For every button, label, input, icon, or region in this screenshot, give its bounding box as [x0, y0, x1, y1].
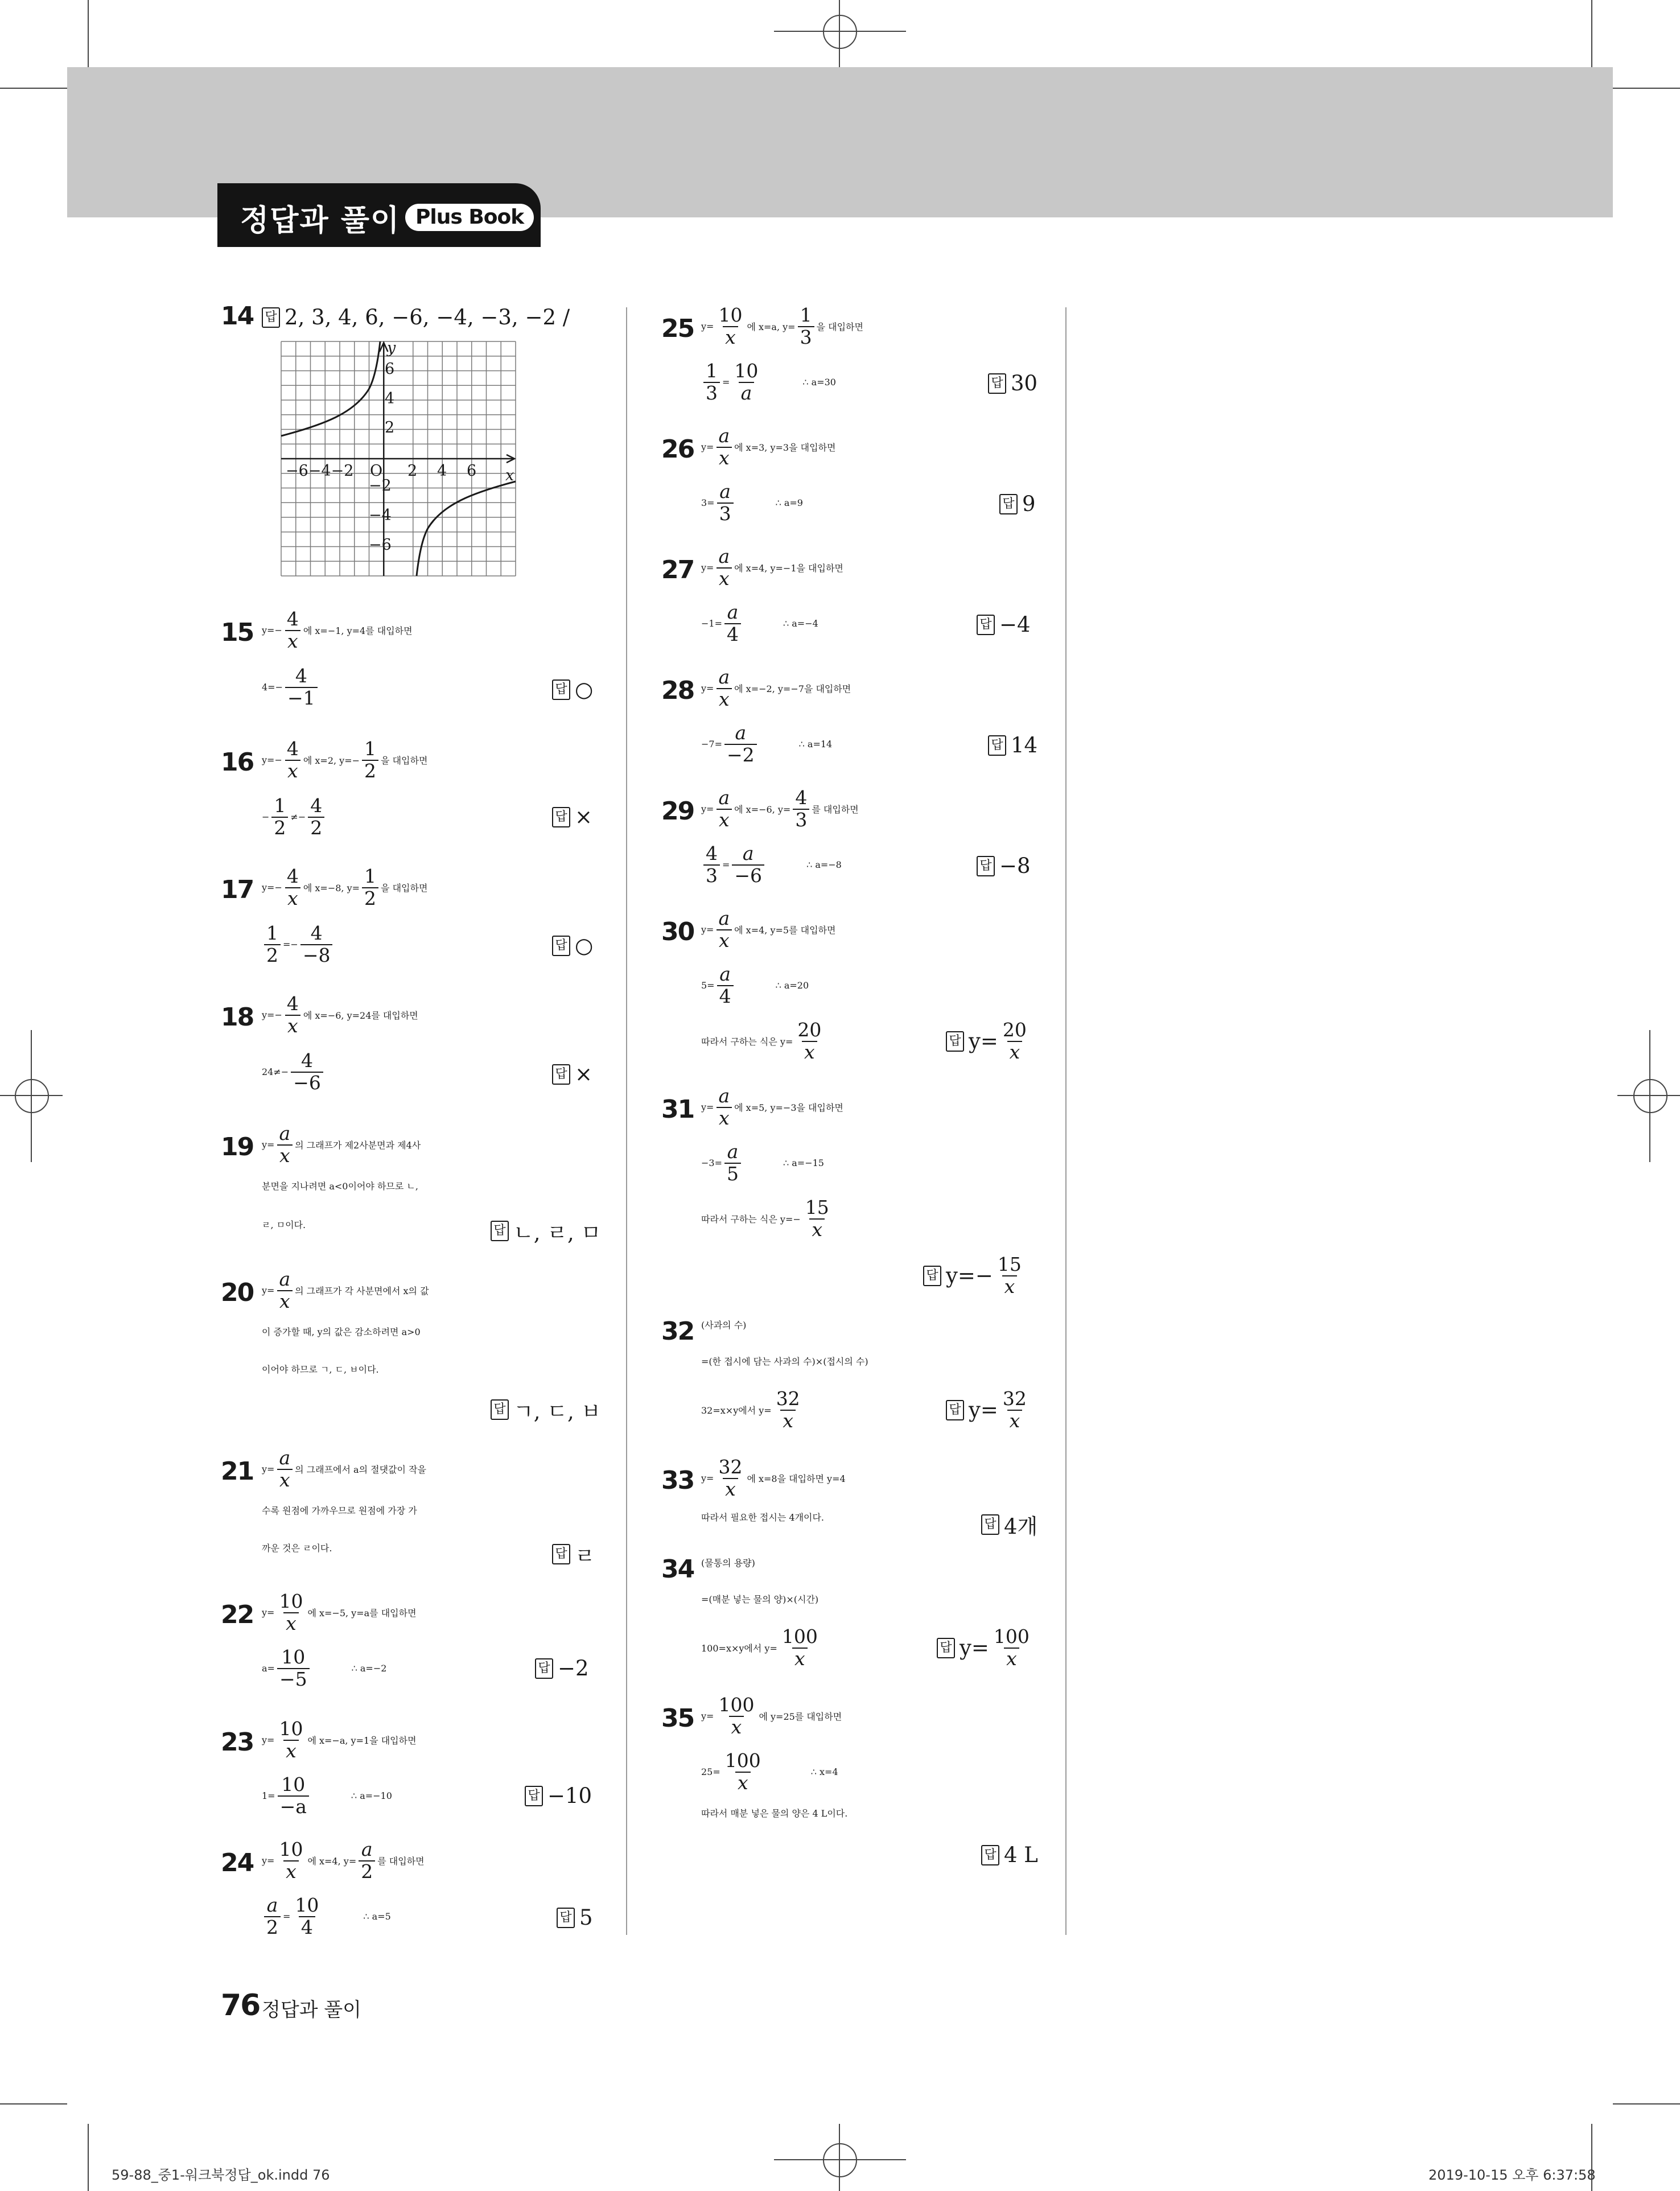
fraction: $\frac{4}{-8}$ — [300, 923, 333, 966]
solution-line: 수록 원점에 가까우므로 원점에 가장 가 — [262, 1505, 417, 1516]
fraction: $\frac{1}{2}$ — [264, 923, 281, 966]
solution-line: −7= $\frac{a}{-2}$ ∴ a=14 — [701, 722, 833, 766]
solution-line: $\frac{1}{2}$ =− $\frac{4}{-8}$ — [262, 923, 335, 966]
answer-icon — [946, 1031, 964, 1052]
solution-line: 100=x×y에서 y= $\frac{100}{x}$ — [701, 1626, 822, 1670]
answer-icon — [552, 936, 570, 956]
fraction: $\frac{a}{x}$ — [716, 667, 732, 710]
answer-icon — [946, 1400, 964, 1420]
solution-line: 따라서 구하는 식은 y= $\frac{20}{x}$ — [701, 1020, 826, 1063]
fraction: $\frac{4}{-1}$ — [285, 666, 318, 709]
fraction: $\frac{1}{2}$ — [271, 796, 288, 839]
crop-mark — [88, 0, 89, 67]
solution-line: y= $\frac{a}{x}$ 의 그래프가 각 사분면에서 x의 값 — [262, 1268, 429, 1312]
solution-line: (사과의 수) — [701, 1320, 747, 1331]
solution-line: 이 증가할 때, y의 값은 감소하려면 a>0 — [262, 1327, 421, 1337]
registration-line — [1617, 1095, 1680, 1096]
problem-number: 32 — [661, 1317, 694, 1346]
registration-mark-icon — [1633, 1079, 1667, 1113]
fraction: $\frac{a}{x}$ — [716, 908, 732, 952]
fraction: $\frac{100}{x}$ — [781, 1625, 818, 1670]
x-tick-label: 2 — [407, 462, 418, 480]
fraction: $\frac{10}{x}$ — [279, 1838, 303, 1883]
answer-line: 답 × — [552, 805, 592, 829]
solution-line: 24≠− $\frac{4}{-6}$ — [262, 1051, 326, 1094]
y-tick-label: −4 — [369, 506, 392, 524]
answer-line: 답 ㄹ — [552, 1539, 595, 1570]
fraction: $\frac{a}{x}$ — [716, 788, 732, 831]
solution-line: y= $\frac{a}{x}$ 에 x=−6, y= $\frac{4}{3}$ 를 대입하면 — [701, 786, 859, 831]
registration-line — [774, 31, 906, 32]
answer-line: 답 30 — [988, 371, 1037, 396]
solution-line: y= $\frac{10}{x}$ 에 x=−a, y=1을 대입하면 — [262, 1718, 417, 1762]
solution-line: y= $\frac{a}{x}$ 에 x=−2, y=−7을 대입하면 — [701, 666, 851, 710]
fraction: $\frac{10}{x}$ — [279, 1590, 303, 1634]
fraction: $\frac{a}{3}$ — [717, 481, 734, 525]
y-tick-label: −2 — [369, 477, 392, 495]
answer-line: 답 2, 3, 4, 6, −6, −4, −3, −2 / — [262, 305, 570, 330]
solution-line: (물통의 용량) — [701, 1558, 755, 1568]
answer-icon — [552, 1064, 570, 1085]
registration-line — [839, 0, 840, 67]
fraction: $\frac{a}{-2}$ — [724, 723, 757, 766]
registration-line — [839, 2124, 840, 2191]
answer-icon — [981, 1514, 999, 1535]
problem-number: 27 — [661, 555, 694, 584]
answer-line: 답 ㄱ, ㄷ, ㅂ — [491, 1394, 601, 1425]
y-tick-label: −6 — [369, 536, 392, 554]
solution-line: y= $\frac{10}{x}$ 에 x=a, y= $\frac{1}{3}$ 을 대입하면 — [701, 304, 863, 348]
fraction: $\frac{100}{x}$ — [718, 1694, 755, 1738]
column-divider — [1065, 307, 1067, 1935]
fraction: $\frac{10}{x}$ — [718, 304, 743, 348]
solution-line: a= $\frac{10}{-5}$ ∴ a=−2 — [262, 1646, 387, 1690]
fraction: $\frac{a}{x}$ — [277, 1448, 293, 1491]
solution-line: 까운 것은 ㄹ이다. — [262, 1543, 332, 1554]
answer-icon — [981, 1845, 999, 1865]
solution-line: 3= $\frac{a}{3}$ ∴ a=9 — [701, 480, 803, 525]
answer-icon — [552, 1544, 570, 1564]
answer-icon — [491, 1399, 509, 1420]
page-number: 76 — [221, 1988, 260, 2023]
problem-number: 22 — [221, 1600, 254, 1629]
solution-line: y= $\frac{a}{x}$ 에 x=4, y=5를 대입하면 — [701, 907, 836, 952]
fraction: $\frac{4}{x}$ — [285, 994, 301, 1037]
problem-number: 18 — [221, 1003, 254, 1032]
solution-line: 따라서 매분 넣은 물의 양은 4 L이다. — [701, 1808, 848, 1819]
footer-label: 정답과 풀이 — [262, 1999, 362, 2021]
fraction: $\frac{4}{3}$ — [793, 788, 809, 831]
problem-number: 14 — [221, 302, 254, 331]
fraction: $\frac{1}{2}$ — [362, 866, 378, 909]
fraction: $\frac{1}{3}$ — [703, 361, 720, 404]
answer-line: 답 −4 — [977, 612, 1031, 637]
answer-icon — [977, 615, 995, 635]
solution-line: y=− $\frac{4}{x}$ 에 x=2, y=− $\frac{1}{2}$ 을 대입하면 — [262, 738, 428, 782]
solution-line: y= $\frac{a}{x}$ 에 x=5, y=−3을 대입하면 — [701, 1085, 843, 1129]
solution-line: $\frac{a}{2}$ = $\frac{10}{4}$ ∴ a=5 — [262, 1895, 391, 1938]
fraction: $\frac{a}{x}$ — [716, 546, 732, 590]
slug-filename: 59-88_중1-워크북정답_ok.indd 76 — [112, 2167, 330, 2183]
answer-line: 답 × — [552, 1062, 592, 1086]
solution-line: =(한 접시에 담는 사과의 수)×(접시의 수) — [701, 1356, 868, 1367]
answer-line: 답 y= $\frac{100}{x}$ — [937, 1626, 1034, 1670]
answer-line: 답 ○ — [552, 677, 593, 702]
x-tick-label: 4 — [437, 462, 447, 480]
crop-mark — [88, 2124, 89, 2191]
registration-line — [1649, 1030, 1650, 1162]
solution-line: 1= $\frac{10}{-a}$ ∴ a=−10 — [262, 1773, 392, 1818]
solution-line: 따라서 구하는 식은 y=− $\frac{15}{x}$ — [701, 1197, 834, 1241]
answer-line: 답 y= $\frac{32}{x}$ — [946, 1389, 1031, 1432]
fraction: $\frac{a}{2}$ — [359, 1839, 375, 1883]
answer-icon — [988, 735, 1006, 756]
problem-number: 29 — [661, 797, 694, 826]
problem-number: 15 — [221, 618, 254, 647]
answer-line: 답 −10 — [525, 1784, 592, 1808]
solution-line: 4=− $\frac{4}{-1}$ — [262, 666, 320, 709]
crop-mark — [1613, 2103, 1680, 2104]
fraction: $\frac{15}{x}$ — [997, 1253, 1022, 1298]
solution-line: y= $\frac{32}{x}$ 에 x=8을 대입하면 y=4 — [701, 1456, 846, 1500]
fraction: $\frac{20}{x}$ — [797, 1019, 822, 1063]
origin-label: O — [370, 462, 383, 480]
problem-number: 23 — [221, 1728, 254, 1757]
answer-icon — [262, 307, 280, 328]
solution-line: 이어야 하므로 ㄱ, ㄷ, ㅂ이다. — [262, 1364, 379, 1375]
fraction: $\frac{4}{x}$ — [285, 739, 301, 782]
solution-line: $\frac{4}{3}$ = $\frac{a}{-6}$ ∴ a=−8 — [701, 843, 842, 887]
solution-line: y=− $\frac{4}{x}$ 에 x=−6, y=24를 대입하면 — [262, 992, 418, 1037]
registration-mark-icon — [15, 1079, 49, 1113]
solution-line: =(매분 넣는 물의 양)×(시간) — [701, 1594, 819, 1605]
graph-axes — [281, 343, 514, 576]
problem-number: 19 — [221, 1132, 254, 1162]
fraction: $\frac{4}{3}$ — [703, 843, 720, 887]
problem-number: 34 — [661, 1555, 694, 1584]
answer-line: 답 y=− $\frac{15}{x}$ — [923, 1254, 1026, 1298]
fraction: $\frac{100}{x}$ — [993, 1625, 1030, 1670]
fraction: $\frac{10}{-5}$ — [277, 1647, 310, 1690]
registration-mark-icon — [823, 2143, 857, 2177]
column-divider — [626, 307, 627, 1935]
answer-icon — [937, 1638, 955, 1658]
fraction: $\frac{100}{x}$ — [724, 1749, 761, 1794]
problem-number: 24 — [221, 1848, 254, 1877]
solution-line: y=− $\frac{4}{x}$ 에 x=−8, y= $\frac{1}{2}$ 을 대입하면 — [262, 865, 428, 909]
answer-icon — [535, 1658, 553, 1679]
registration-line — [774, 2159, 906, 2160]
registration-mark-icon — [823, 15, 857, 49]
fraction: $\frac{10}{a}$ — [734, 360, 759, 404]
crop-mark — [0, 2103, 67, 2104]
answer-icon — [999, 494, 1018, 514]
answer-icon — [525, 1786, 543, 1806]
solution-line: y= $\frac{a}{x}$ 의 그래프에서 a의 절댓값이 작을 — [262, 1447, 426, 1491]
problem-number: 31 — [661, 1095, 694, 1124]
solution-line: y= $\frac{10}{x}$ 에 x=−5, y=a를 대입하면 — [262, 1590, 417, 1634]
registration-line — [31, 1030, 32, 1162]
answer-icon — [988, 373, 1006, 394]
problem-number: 20 — [221, 1278, 254, 1307]
solution-line: −1= $\frac{a}{4}$ ∴ a=−4 — [701, 601, 818, 645]
answer-line: 답 −2 — [535, 1656, 589, 1681]
fraction: $\frac{32}{x}$ — [718, 1456, 743, 1500]
answer-icon — [552, 807, 570, 827]
solution-line: 25= $\frac{100}{x}$ ∴ x=4 — [701, 1749, 838, 1794]
solution-line: y= $\frac{a}{x}$ 에 x=3, y=3을 대입하면 — [701, 425, 836, 469]
solution-line: y=− $\frac{4}{x}$ 에 x=−1, y=4를 대입하면 — [262, 608, 413, 652]
problem-number: 26 — [661, 435, 694, 464]
fraction: $\frac{20}{x}$ — [1002, 1019, 1027, 1063]
x-tick-label: 6 — [467, 462, 477, 480]
fraction: $\frac{15}{x}$ — [805, 1196, 829, 1241]
problem-number: 21 — [221, 1457, 254, 1486]
problem-number: 35 — [661, 1704, 694, 1733]
fraction: $\frac{10}{-a}$ — [278, 1774, 309, 1818]
fraction: $\frac{a}{x}$ — [716, 426, 732, 469]
fraction: $\frac{1}{3}$ — [798, 305, 814, 348]
crop-mark — [1591, 0, 1592, 67]
answer-icon — [977, 856, 995, 876]
fraction: $\frac{a}{x}$ — [277, 1269, 293, 1312]
y-tick-label: 2 — [385, 419, 395, 436]
answer-line: 답 9 — [999, 492, 1036, 516]
answer-line: 답 ○ — [552, 933, 593, 958]
fraction: $\frac{10}{x}$ — [279, 1718, 303, 1762]
answer-line: 답 y= $\frac{20}{x}$ — [946, 1020, 1031, 1063]
fraction: $\frac{10}{4}$ — [295, 1894, 319, 1938]
solution-line: 따라서 필요한 접시는 4개이다. — [701, 1512, 824, 1523]
x-axis-label: x — [505, 467, 514, 484]
problem-number: 16 — [221, 748, 254, 777]
solution-line: y= $\frac{a}{x}$ 에 x=4, y=−1을 대입하면 — [701, 545, 843, 590]
crop-mark — [1613, 88, 1680, 89]
y-tick-label: 6 — [385, 360, 395, 378]
fraction: $\frac{32}{x}$ — [776, 1387, 800, 1432]
problem-number: 30 — [661, 917, 694, 946]
solution-line: 32=x×y에서 y= $\frac{32}{x}$ — [701, 1389, 805, 1432]
fraction: $\frac{a}{4}$ — [717, 964, 734, 1007]
solution-line: 분면을 지나려면 a<0이어야 하므로 ㄴ, — [262, 1181, 418, 1192]
fraction: $\frac{4}{2}$ — [308, 796, 324, 839]
fraction: $\frac{32}{x}$ — [1002, 1387, 1027, 1432]
plus-book-badge: Plus Book — [405, 204, 534, 231]
fraction: $\frac{4}{x}$ — [285, 866, 301, 909]
y-axis-label: y — [387, 339, 396, 357]
problem-number: 25 — [661, 314, 694, 343]
answer-line: 답 4개 — [981, 1509, 1037, 1540]
answer-line: 답 ㄴ, ㄹ, ㅁ — [491, 1216, 601, 1246]
crop-mark — [0, 88, 67, 89]
fraction: $\frac{a}{x}$ — [716, 1086, 732, 1129]
fraction: $\frac{4}{-6}$ — [291, 1051, 323, 1094]
fraction: $\frac{a}{2}$ — [264, 1895, 281, 1938]
fraction: $\frac{a}{-6}$ — [732, 843, 764, 887]
problem-number: 33 — [661, 1466, 694, 1495]
answer-icon — [491, 1221, 509, 1241]
page-title: 정답과 풀이 — [240, 204, 401, 238]
fraction: $\frac{1}{2}$ — [362, 739, 378, 782]
hyperbola-graph — [279, 339, 518, 580]
answer-icon — [557, 1908, 575, 1928]
fraction: $\frac{a}{4}$ — [724, 602, 741, 645]
problem-number: 28 — [661, 676, 694, 705]
answer-icon — [923, 1266, 941, 1286]
y-tick-label: 4 — [385, 390, 395, 407]
solution-line: y= $\frac{a}{x}$ 의 그래프가 제2사분면과 제4사 — [262, 1122, 421, 1167]
answer-line: 답 4 L — [981, 1843, 1038, 1867]
problem-number: 17 — [221, 875, 254, 904]
solution-line: $\frac{1}{3}$ = $\frac{10}{a}$ ∴ a=30 — [701, 361, 836, 404]
fraction: $\frac{a}{5}$ — [724, 1142, 741, 1185]
solution-line: y= $\frac{10}{x}$ 에 x=4, y= $\frac{a}{2}$ 를 대입하면 — [262, 1838, 425, 1883]
answer-icon — [552, 679, 570, 700]
answer-line: 답 14 — [988, 733, 1037, 757]
fraction: $\frac{4}{x}$ — [285, 609, 301, 652]
solution-line: ㄹ, ㅁ이다. — [262, 1220, 306, 1230]
slug-timestamp: 2019-10-15 오후 6:37:58 — [1428, 2167, 1596, 2183]
solution-line: 5= $\frac{a}{4}$ ∴ a=20 — [701, 963, 809, 1007]
fraction: $\frac{a}{x}$ — [277, 1123, 293, 1167]
solution-line: y= $\frac{100}{x}$ 에 y=25를 대입하면 — [701, 1694, 842, 1738]
solution-line: − $\frac{1}{2}$ ≠− $\frac{4}{2}$ — [262, 796, 327, 839]
answer-line: 답 −8 — [977, 854, 1031, 878]
solution-line: −3= $\frac{a}{5}$ ∴ a=−15 — [701, 1140, 824, 1185]
answer-line: 답 5 — [557, 1905, 593, 1930]
x-tick-labels-negative: −6−4−2 — [286, 462, 354, 480]
